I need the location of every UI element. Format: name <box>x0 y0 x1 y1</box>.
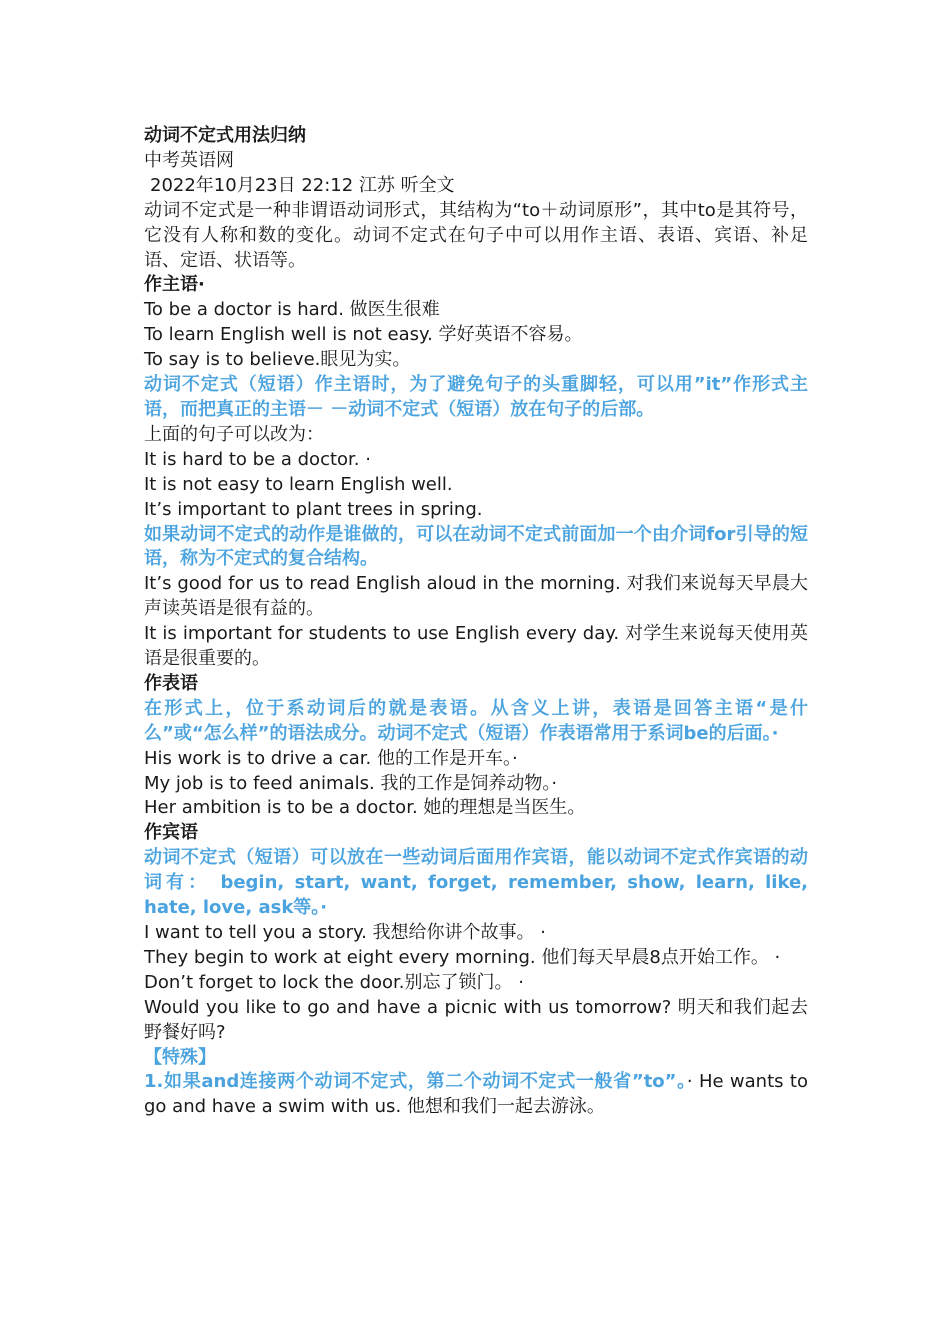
special-rule: 1.如果and连接两个动词不定式，第二个动词不定式一般省”to”。 <box>144 1071 687 1093</box>
section-heading-subject: 作主语· <box>144 274 205 296</box>
example-line: To learn English well is not easy. 学好英语不容易。 <box>144 324 583 346</box>
example-line: To say is to believe.眼见为实。 <box>144 349 411 371</box>
article-title: 动词不定式用法归纳 <box>144 125 306 146</box>
example-line: It is hard to be a doctor. · <box>144 448 371 470</box>
section-heading-predicative: 作表语 <box>144 672 198 694</box>
rewrite-intro: 上面的句子可以改为： <box>144 423 324 445</box>
example-line: My job is to feed animals. 我的工作是饲养动物。· <box>144 772 558 794</box>
example-line: I want to tell you a story. 我想给你讲个故事。 · <box>144 922 546 943</box>
article <box>144 124 808 1120</box>
example-line: To be a doctor is hard. 做医生很难 <box>144 299 440 321</box>
article-meta: 2022年10月23日 22:12 江苏 听全文 <box>150 174 455 196</box>
rule-text: 动词不定式（短语）可以放在一些动词后面用作宾语，能以动词不定式作宾语的动词有： begin, start, want, forget, remember, show, learn, like, hate, love, ask等。· <box>144 847 808 919</box>
example-line: It is not easy to learn English well. <box>144 473 453 495</box>
article-intro: 动词不定式是一种非谓语动词形式，其结构为“to＋动词原形”，其中to是其符号，它没有人称和数的变化。动词不定式在句子中可以用作主语、表语、宾语、补足语、定语、状语等。 <box>144 199 808 271</box>
example-line: It’s good for us to read English aloud in the morning. 对我们来说每天早晨大声读英语是很有益的。 <box>144 573 808 620</box>
rule-text: 动词不定式（短语）作主语时，为了避免句子的头重脚轻，可以用”it”作形式主语，而把真正的主语－ －动词不定式（短语）放在句子的后部。 <box>144 374 808 420</box>
rule-text: 如果动词不定式的动作是谁做的，可以在动词不定式前面加一个由介词for引导的短语，称为不定式的复合结构。 <box>144 523 808 570</box>
example-line: It is important for students to use English every day. 对学生来说每天使用英语是很重要的。 <box>144 623 808 670</box>
example-line: Would you like to go and have a picnic with us tomorrow? 明天和我们起去野餐好吗? <box>144 996 808 1043</box>
section-heading-special: 【特殊】 <box>144 1046 216 1068</box>
section-heading-object: 作宾语 <box>144 822 198 844</box>
special-rule-paragraph <box>144 1070 808 1120</box>
article-source: 中考英语网 <box>144 149 234 171</box>
example-line: They begin to work at eight every morning. 他们每天早晨8点开始工作。 · <box>144 946 781 968</box>
special-example: · He wants to go and have a swim with us. 他想和我们一起去游泳。 <box>144 1071 808 1118</box>
example-line: Her ambition is to be a doctor. 她的理想是当医生。 <box>144 797 586 819</box>
example-line: His work is to drive a car. 他的工作是开车。· <box>144 747 518 769</box>
example-line: Don’t forget to lock the door.别忘了锁门。 · <box>144 971 524 993</box>
example-line: It’s important to plant trees in spring. <box>144 498 483 520</box>
rule-text: 在形式上，位于系动词后的就是表语。从含义上讲，表语是回答主语“是什么”或“怎么样”的语法成分。动词不定式（短语）作表语常用于系词be的后面。· <box>144 697 808 744</box>
